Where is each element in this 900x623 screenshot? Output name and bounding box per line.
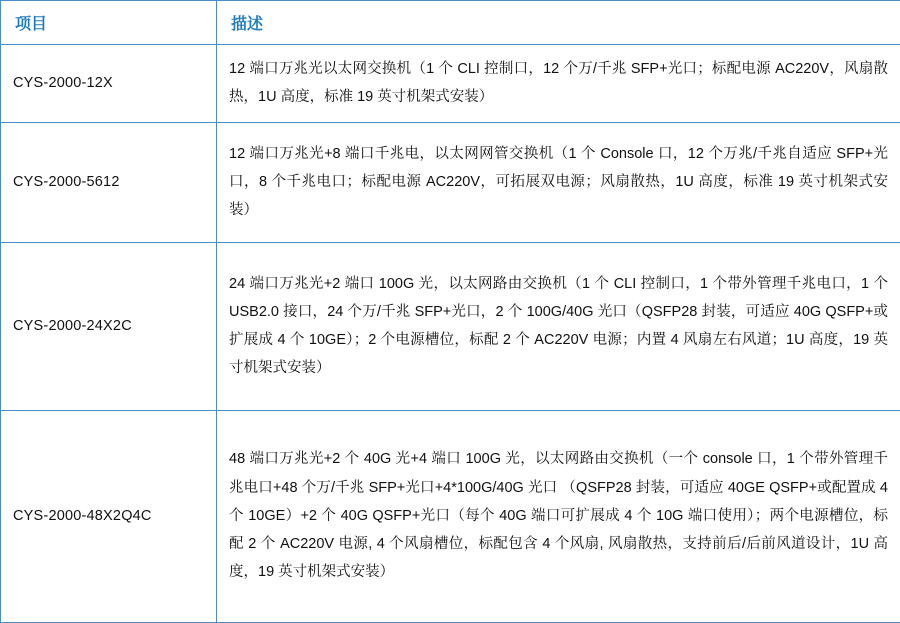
column-header-item: 项目 <box>1 1 217 45</box>
table-row <box>1 122 900 242</box>
table-row <box>1 45 900 123</box>
cell-item-model: CYS-2000-5612 <box>1 122 217 242</box>
cell-item-description: 48 端口万兆光+2 个 40G 光+4 端口 100G 光，以太网路由交换机（一个 console 口，1 个带外管理千兆电口+48 个万/千兆 SFP+光口+4*100G/40G 光口 （QSFP28 封装，可适应 40GE QSFP+或配置成 4 个 10GE）+2 个 40G QSFP+光口（每个 40G 端口可扩展成 4 个 10G 端口使用）；两个电源槽位，标配 2 个 AC220V 电源, 4 个风扇槽位，标配包含 4 个风扇, 风扇散热，支持前后/后前风道设计，1U 高度，19 英寸机架式安装） <box>217 410 900 622</box>
table-row <box>1 242 900 410</box>
cell-item-description: 12 端口万兆光+8 端口千兆电，以太网网管交换机（1 个 Console 口，12 个万兆/千兆自适应 SFP+光口，8 个千兆电口；标配电源 AC220V，可拓展双电源；风扇散热，1U 高度，标准 19 英寸机架式安装） <box>217 122 900 242</box>
table-header-row <box>1 1 900 45</box>
cell-item-description: 12 端口万兆光以太网交换机（1 个 CLI 控制口，12 个万/千兆 SFP+光口；标配电源 AC220V，风扇散热，1U 高度，标准 19 英寸机架式安装） <box>217 45 900 123</box>
cell-item-model: CYS-2000-48X2Q4C <box>1 410 217 622</box>
table-body <box>1 45 900 623</box>
cell-item-model: CYS-2000-12X <box>1 45 217 123</box>
column-header-description: 描述 <box>217 1 900 45</box>
cell-item-description: 24 端口万兆光+2 端口 100G 光，以太网路由交换机（1 个 CLI 控制口，1 个带外管理千兆电口，1 个 USB2.0 接口，24 个万/千兆 SFP+光口，2 个 100G/40G 光口（QSFP28 封装，可适应 40G QSFP+或扩展成 4 个 10GE）；2 个电源槽位，标配 2 个 AC220V 电源；内置 4 风扇左右风道；1U 高度，19 英寸机架式安装） <box>217 242 900 410</box>
table-row <box>1 410 900 622</box>
cell-item-model: CYS-2000-24X2C <box>1 242 217 410</box>
table-header <box>1 1 900 45</box>
